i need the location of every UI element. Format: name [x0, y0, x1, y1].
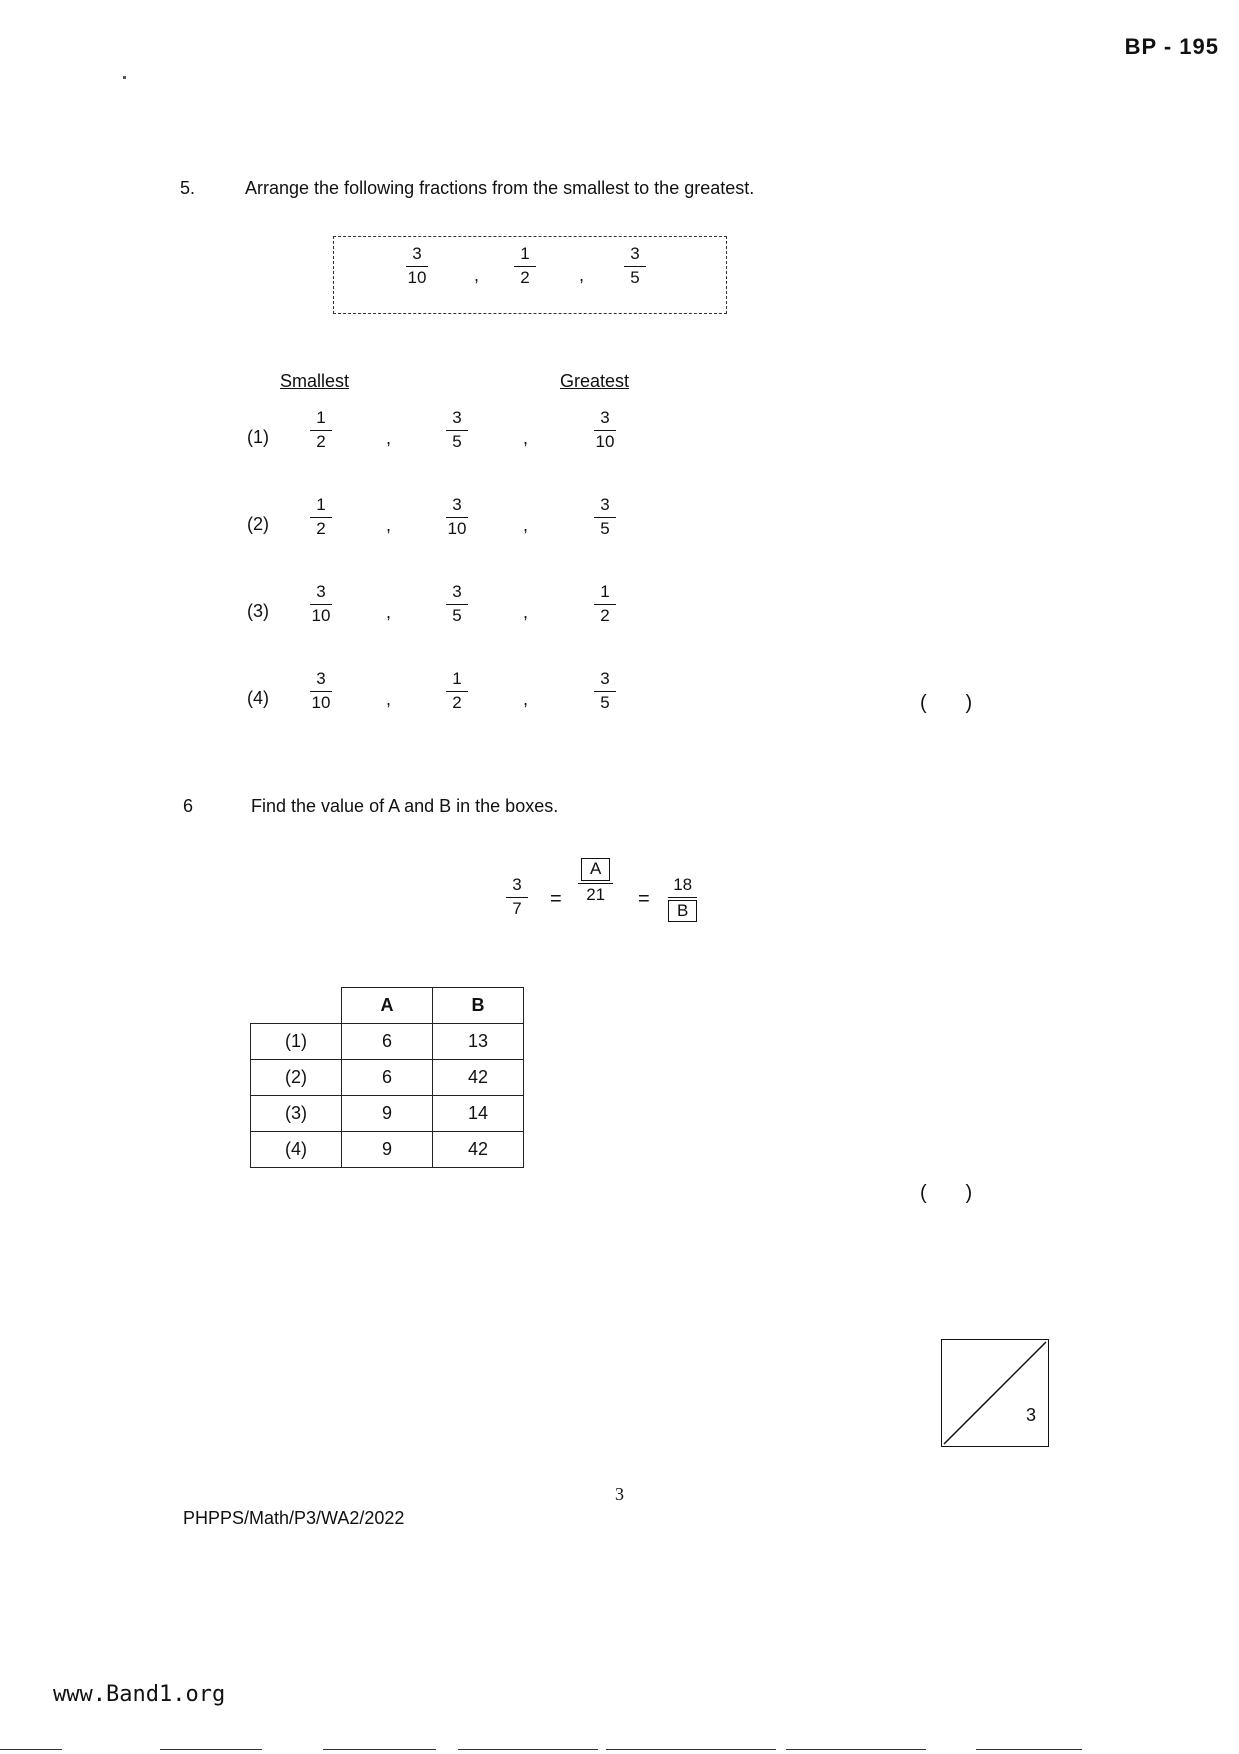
box-b[interactable]: B	[668, 900, 697, 923]
marks-box	[941, 1339, 1049, 1447]
cell-b: 14	[433, 1096, 524, 1132]
equals-sign: =	[550, 888, 562, 910]
q5-question-text: Arrange the following fractions from the smallest to the greatest.	[245, 178, 755, 198]
cell-a: 6	[342, 1060, 433, 1096]
bottom-rule	[458, 1749, 598, 1750]
given-fraction-1: $\frac{3}{10}$	[407, 244, 427, 287]
page-number: 3	[615, 1484, 624, 1504]
comma: ,	[474, 265, 480, 285]
q5-option-1-label: (1)	[247, 427, 269, 447]
header-greatest: Greatest	[560, 371, 630, 391]
table-row	[251, 1024, 524, 1060]
q6-fraction-18-b: $\frac{18}{B}$	[668, 876, 697, 922]
q6-answer-bracket[interactable]: ( )	[920, 1182, 973, 1204]
q5-option-2-fraction-3: $\frac{3}{5}$	[594, 496, 616, 538]
marks-value: 3	[1025, 1405, 1036, 1425]
q6-question-text: Find the value of A and B in the boxes.	[251, 796, 559, 816]
bottom-rule	[976, 1749, 1082, 1750]
q5-option-3-fraction-1: $\frac{3}{10}$	[311, 582, 331, 625]
comma: ,	[523, 428, 529, 448]
q5-option-4-fraction-3: $\frac{3}{5}$	[594, 670, 616, 712]
q5-option-3-fraction-3: $\frac{1}{2}$	[594, 583, 616, 625]
given-fraction-2: $\frac{1}{2}$	[514, 245, 536, 287]
comma: ,	[523, 689, 529, 709]
q5-answer-bracket[interactable]: ( )	[920, 692, 973, 714]
comma: ,	[579, 265, 585, 285]
table-row	[251, 1096, 524, 1132]
bottom-rule	[0, 1749, 62, 1750]
q5-option-1-fraction-1: $\frac{1}{2}$	[310, 409, 332, 451]
comma: ,	[386, 515, 392, 535]
header-b: B	[433, 988, 524, 1024]
marks-diagonal	[942, 1340, 1048, 1446]
row-label: (1)	[251, 1024, 342, 1060]
q5-number: 5.	[180, 178, 196, 198]
q6-fraction-a-21: $\frac{A}{21}$	[578, 858, 613, 904]
cell-b: 13	[433, 1024, 524, 1060]
cell-a: 6	[342, 1024, 433, 1060]
q5-option-3-label: (3)	[247, 601, 269, 621]
given-fraction-3: $\frac{3}{5}$	[624, 245, 646, 287]
table-row	[251, 1060, 524, 1096]
q6-fraction-3-7: $\frac{3}{7}$	[506, 876, 528, 918]
paper-code: BP - 195	[1124, 34, 1219, 59]
q5-option-4-fraction-2: $\frac{1}{2}$	[446, 670, 468, 712]
q5-option-4-fraction-1: $\frac{3}{10}$	[311, 669, 331, 712]
q6-answer-table	[250, 987, 524, 1168]
bottom-rule	[606, 1749, 776, 1750]
row-label: (4)	[251, 1132, 342, 1168]
q5-option-1-fraction-3: $\frac{3}{10}$	[595, 408, 615, 451]
q5-given-fractions-box	[333, 236, 727, 314]
bottom-rule	[786, 1749, 926, 1750]
comma: ,	[523, 602, 529, 622]
q5-option-2-fraction-1: $\frac{1}{2}$	[310, 496, 332, 538]
cell-b: 42	[433, 1060, 524, 1096]
q5-option-3-fraction-2: $\frac{3}{5}$	[446, 583, 468, 625]
box-a[interactable]: A	[581, 858, 610, 881]
comma: ,	[386, 689, 392, 709]
cell-a: 9	[342, 1132, 433, 1168]
cell-a: 9	[342, 1096, 433, 1132]
cell-b: 42	[433, 1132, 524, 1168]
q5-option-1-fraction-2: $\frac{3}{5}$	[446, 409, 468, 451]
website-watermark: www.Band1.org	[53, 1682, 226, 1707]
table-corner	[251, 988, 342, 1024]
equals-sign: =	[638, 888, 650, 910]
q5-option-2-fraction-2: $\frac{3}{10}$	[447, 495, 467, 538]
bottom-rule	[160, 1749, 262, 1750]
comma: ,	[386, 428, 392, 448]
row-label: (2)	[251, 1060, 342, 1096]
table-header-row	[251, 988, 524, 1024]
speck	[123, 76, 126, 79]
q6-number: 6	[183, 796, 194, 816]
comma: ,	[386, 602, 392, 622]
header-smallest: Smallest	[280, 371, 350, 391]
comma: ,	[523, 515, 529, 535]
q5-option-2-label: (2)	[247, 514, 269, 534]
footer-code: PHPPS/Math/P3/WA2/2022	[183, 1508, 405, 1528]
header-a: A	[342, 988, 433, 1024]
table-row	[251, 1132, 524, 1168]
row-label: (3)	[251, 1096, 342, 1132]
q5-option-4-label: (4)	[247, 688, 269, 708]
bottom-rule	[323, 1749, 436, 1750]
